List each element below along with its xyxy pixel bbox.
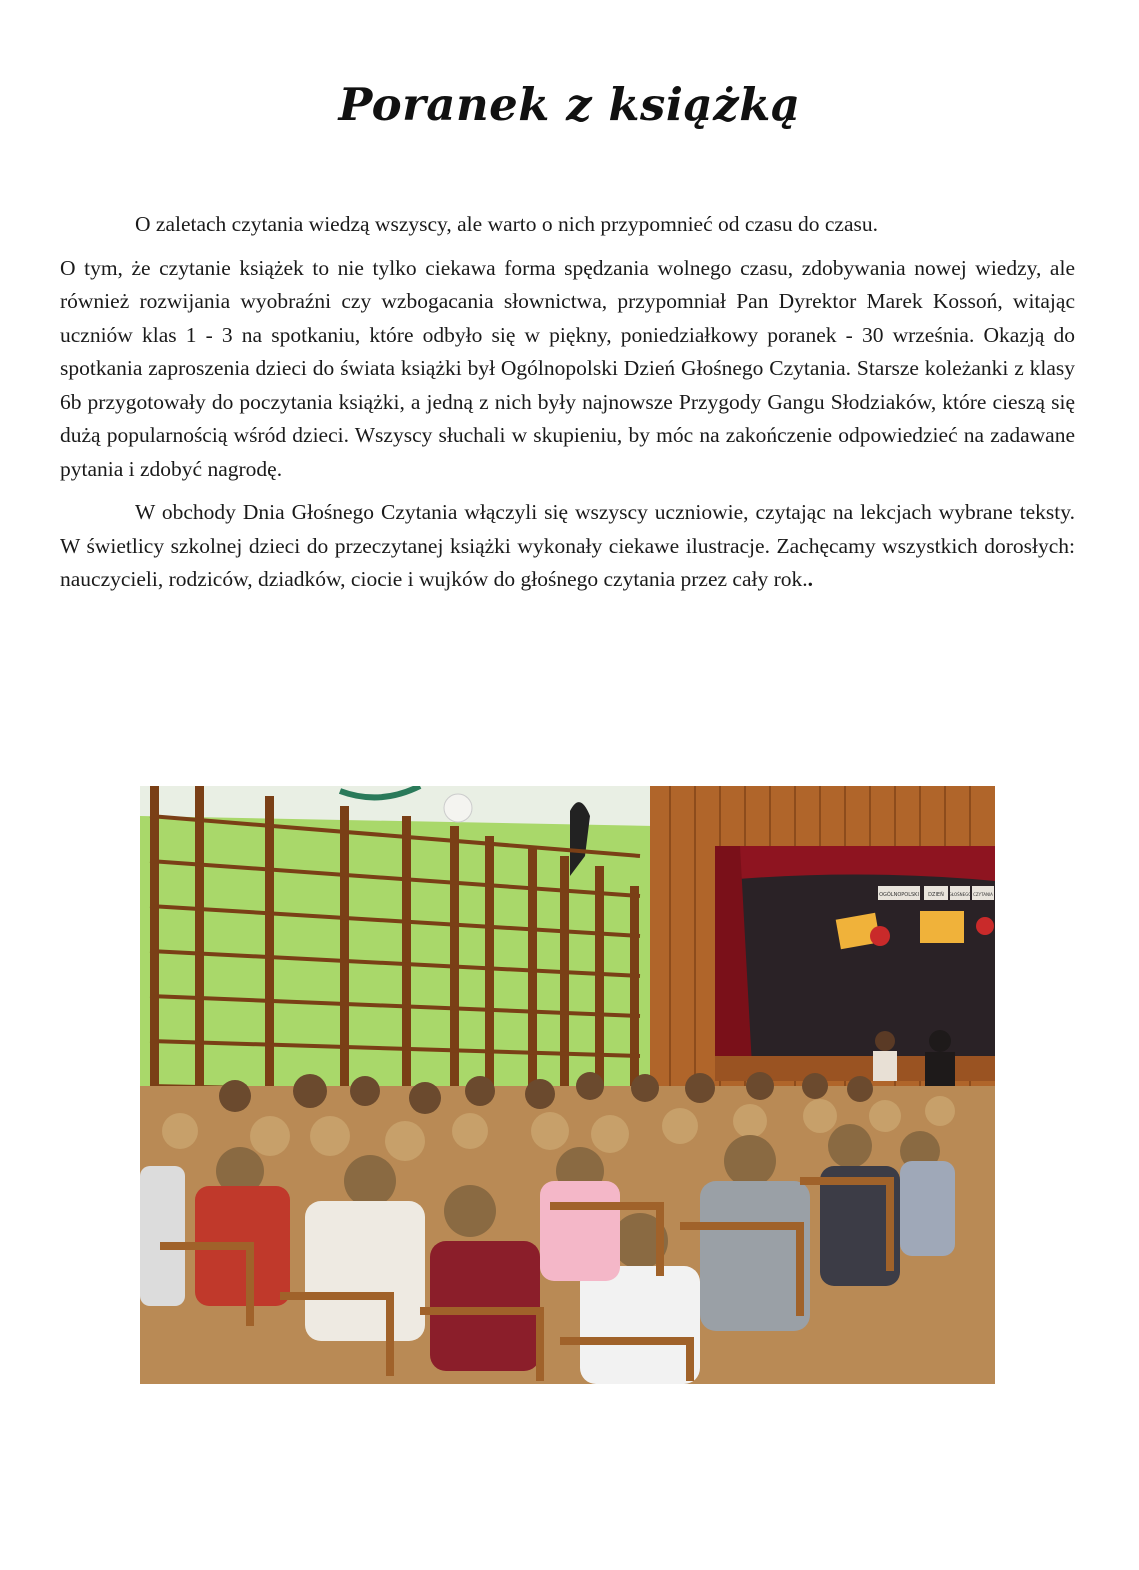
child-body	[540, 1181, 620, 1281]
book-decoration-icon	[920, 911, 964, 943]
closing-period: .	[807, 567, 814, 591]
wall-lamp-icon	[444, 794, 472, 822]
banner-text: CZYTANIA	[973, 892, 993, 897]
paragraph-closing-text: W obchody Dnia Głośnego Czytania włączyli się wszyscy uczniowie, czytając na lekcjach wybrane teksty. W świetlicy szkolnej dzieci do przeczytanej książki wykonały ciekawe ilustracje. Zachęcamy wszystkich dorosłych: nauczycieli, rodziców, dziadków, ciocie i wujków do głośnego czytania przez cały rok.	[60, 500, 1075, 591]
banner-text: DZIEŃ	[928, 892, 944, 898]
paragraph-main: O tym, że czytanie książek to nie tylko ciekawa forma spędzania wolnego czasu, zdobywania nowej wiedzy, ale również rozwijania wyobraźni czy wzbogacania słownictwa, przypomniał Pan Dyrektor Marek Kossoń, witając uczniów klas 1 - 3 na spotkaniu, które odbyło się w piękny, poniedziałkowy poranek - 30 września. Okazją do spotkania zaproszenia dzieci do świata książki był Ogólnopolski Dzień Głośnego Czytania. Starsze koleżanki z klasy 6b przygotowały do poczytania książki, a jedną z nich były najnowsze Przygody Gangu Słodziaków, które cieszą się dużą popularnością wśród dzieci. Wszyscy słuchali w skupieniu, by móc na zakończenie odpowiedzieć na zadawane pytania i zdobyć nagrodę.	[60, 255, 1075, 481]
paragraph-closing	[60, 496, 1075, 597]
paragraph-intro: O zaletach czytania wiedzą wszyscy, ale warto o nich przypomnieć od czasu do czasu.	[135, 212, 879, 236]
child-body	[580, 1266, 700, 1384]
page-title: Poranek z książką	[338, 78, 801, 131]
event-photo-illustration	[140, 786, 995, 1384]
decoration-circle-icon	[870, 926, 890, 946]
article-body	[60, 208, 1075, 607]
banner-text: OGÓLNOPOLSKI	[879, 892, 919, 898]
child-body	[700, 1181, 810, 1331]
child-body	[900, 1161, 955, 1256]
event-photo	[140, 786, 995, 1384]
decoration-circle-icon	[976, 917, 994, 935]
reader-girl	[875, 1031, 895, 1051]
reader-girl	[925, 1052, 955, 1086]
stage-opening	[715, 846, 995, 1061]
child-body	[140, 1166, 185, 1306]
banner-text: GŁOŚNEGO	[948, 892, 972, 897]
child-body	[430, 1241, 540, 1371]
reader-girl	[929, 1030, 951, 1052]
reader-girl	[873, 1051, 897, 1081]
banner	[878, 886, 994, 900]
child-body	[305, 1201, 425, 1341]
